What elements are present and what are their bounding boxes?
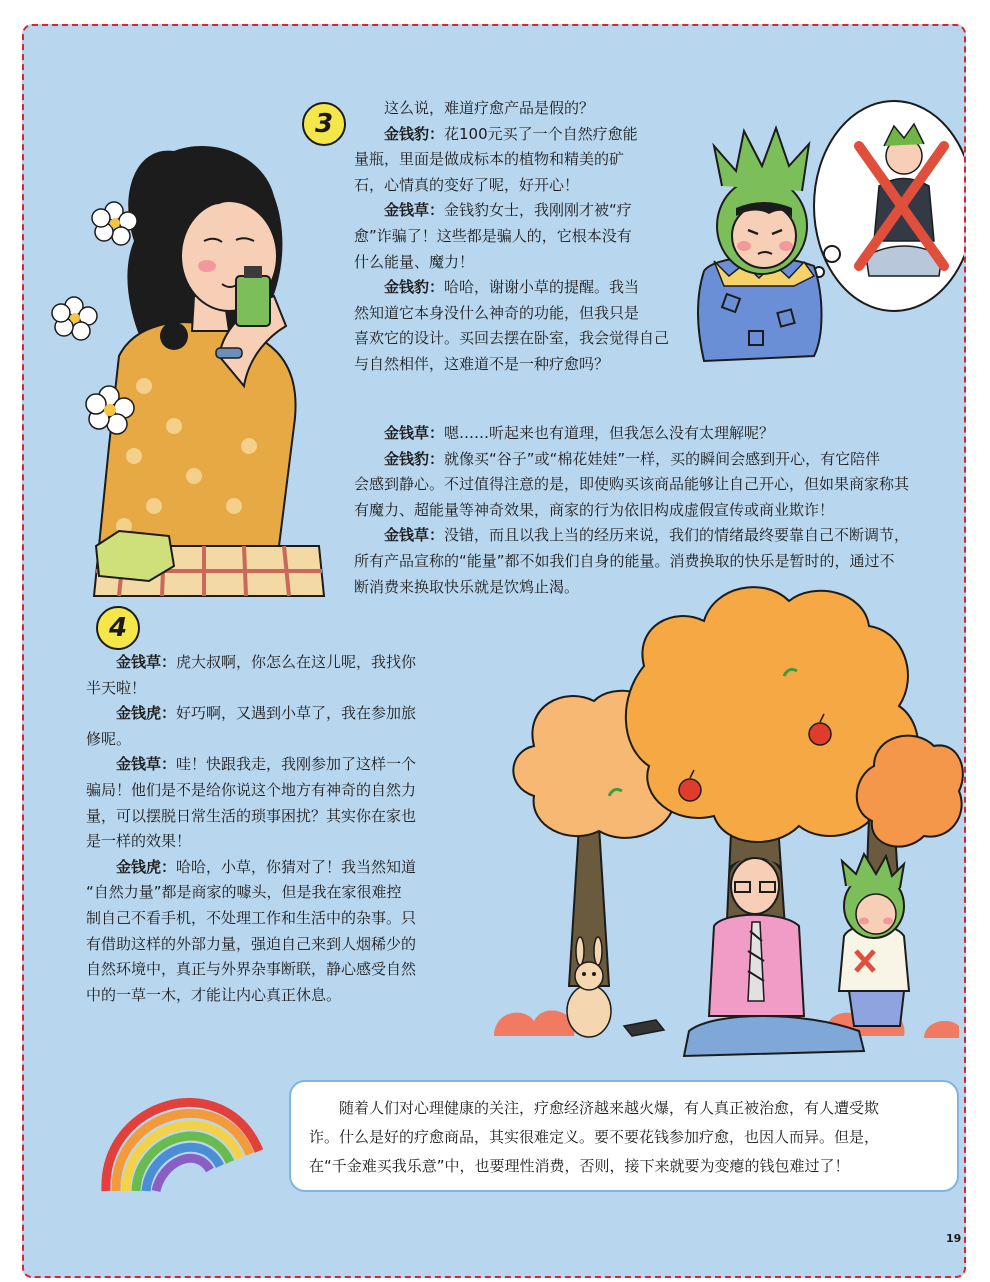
section-3-line: 金钱草：金钱豹女士，我刚刚才被“疗: [384, 201, 632, 220]
section-3-line: 什么能量、魔力！: [354, 252, 475, 271]
page-number: 19: [946, 1232, 962, 1245]
section-3-line: 金钱豹：哈哈，谢谢小草的提醒。我当: [384, 278, 640, 297]
section-3-text-narrow: [354, 96, 694, 378]
section-4-line: 中的一草一木，才能让内心真正休息。: [86, 985, 342, 1004]
section-3-line: 金钱豹：花100元买了一个自然疗愈能: [384, 124, 638, 143]
section-3-line: 金钱草：嗯……听起来也有道理，但我怎么没有太理解呢？: [384, 424, 775, 442]
section-3-line: 石，心情真的变好了呢，好开心！: [354, 175, 580, 194]
section-3-line: 有魔力、超能量等神奇效果，商家的行为依旧构成虚假宣传或商业欺诈！: [354, 500, 835, 519]
grass-child-thinking-illustration: [698, 101, 964, 361]
section-4-line: 自然环境中，真正与外界杂事断联，静心感受自然: [86, 960, 417, 979]
summary-line: 在“千金难买我乐意”中，也要理性消费，否则，接下来就要为变瘪的钱包难过了！: [309, 1157, 850, 1175]
section-4-text: [86, 650, 481, 1008]
section-3-line: 金钱草：没错，而且以我上当的经历来说，我们的情绪最终要靠自己不断调节，: [384, 526, 910, 545]
section-3-line: 会感到静心。不过值得注意的是，即使购买该商品能够让自己开心，但如果商家称其: [354, 475, 910, 494]
section-3-line: 这么说，难道疗愈产品是假的？: [384, 99, 595, 117]
section-4-badge: [96, 606, 140, 650]
section-3-line: 愈”诈骗了！这些都是骗人的，它根本没有: [354, 226, 632, 245]
summary-line: 随着人们对心理健康的关注，疗愈经济越来越火爆，有人真正被治愈，有人遭受欺: [339, 1099, 880, 1117]
section-4-line: “自然力量”都是商家的噱头，但是我在家很难控: [86, 883, 402, 902]
section-4-line: 半天啦！: [86, 678, 147, 697]
section-3-text-wide: [354, 421, 962, 600]
section-4-line: 金钱草：哇！快跟我走，我刚参加了这样一个: [116, 755, 417, 774]
section-4-number: 4: [108, 613, 128, 643]
section-4-line: 量，可以摆脱日常生活的琐事困扰？其实你在家也: [86, 806, 417, 825]
summary-line: 诈。什么是好的疗愈商品，其实很难定义。要不要花钱参加疗愈，也因人而异。但是，: [309, 1128, 880, 1146]
woman-with-bottle-illustration: [52, 146, 324, 596]
section-4-line: 是一样的效果！: [86, 832, 192, 851]
section-3-line: 与自然相伴，这难道不是一种疗愈吗？: [354, 354, 610, 373]
section-4-line: 有借助这样的外部力量，强迫自己来到人烟稀少的: [86, 934, 417, 953]
section-4-line: 金钱虎：哈哈，小草，你猜对了！我当然知道: [116, 857, 417, 876]
section-3-line: 断消费来换取快乐就是饮鸩止渴。: [354, 577, 580, 596]
section-4-line: 骗局！他们是不是给你说这个地方有神奇的自然力: [86, 780, 417, 799]
section-3-badge: [302, 102, 346, 146]
section-3-line: 然知道它本身没什么神奇的功能，但我只是: [354, 303, 640, 322]
section-3-line: 金钱豹：就像买“谷子”或“棉花娃娃”一样，买的瞬间会感到开心，有它陪伴: [384, 449, 881, 468]
section-3-line: 量瓶，里面是做成标本的植物和精美的矿: [354, 150, 625, 169]
magazine-page: [22, 24, 966, 1278]
section-3-line: 所有产品宣称的“能量”都不如我们自身的能量。消费换取的快乐是暂时的，通过不: [354, 551, 895, 570]
section-3-line: 喜欢它的设计。买回去摆在卧室，我会觉得自己: [354, 329, 670, 348]
section-4-line: 修呢。: [86, 729, 132, 748]
section-3-number: 3: [314, 109, 334, 139]
summary-box: [289, 1080, 959, 1192]
section-4-line: 制自己不看手机，不处理工作和生活中的杂事。只: [86, 908, 417, 927]
section-4-line: 金钱虎：好巧啊，又遇到小草了，我在参加旅: [116, 704, 417, 723]
tree-scene-illustration: [494, 587, 963, 1056]
section-4-line: 金钱草：虎大叔啊，你怎么在这儿呢，我找你: [116, 653, 417, 671]
rainbow-illustration: [106, 1102, 259, 1191]
